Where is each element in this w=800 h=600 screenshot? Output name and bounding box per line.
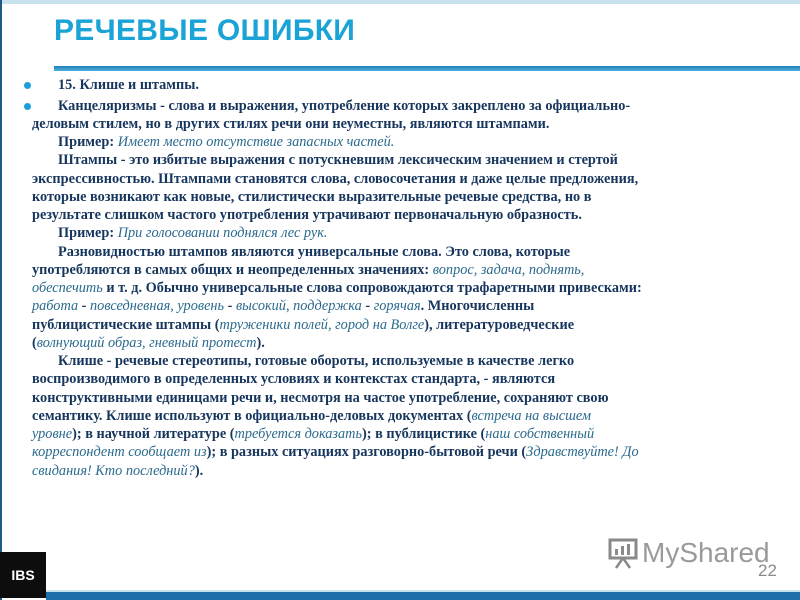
text-span: ).: [194, 463, 204, 479]
myshared-watermark: [608, 536, 770, 570]
example-text: корреспондент сообщает из: [32, 444, 207, 460]
text-line: [58, 133, 394, 151]
example-text: Имеет место отсутствие запасных частей.: [117, 134, 395, 150]
text-line: [58, 224, 327, 242]
example-text: повседневная, уровень: [90, 298, 225, 314]
text-line: Разновидностью штампов являются универсальные слова. Это слова, которые: [58, 244, 571, 260]
title-divider: [54, 66, 800, 71]
text-line: [32, 443, 639, 461]
text-line: деловым стилем, но в других стилях речи они неуместны, являются штампами.: [32, 116, 550, 132]
example-text: встреча на высшем: [471, 408, 592, 424]
bullet-icon: [24, 103, 31, 110]
text-line: которые возникают как новые, стилистически выразительные речевые средства, но в: [32, 189, 592, 205]
text-span: (: [32, 335, 37, 351]
example-text: труженики полей, город на Волге: [219, 317, 425, 333]
example-text: При голосовании поднялся лес рук.: [117, 225, 328, 241]
text-line: [32, 425, 594, 443]
text-line: Канцеляризмы - слова и выражения, употребление которых закреплено за официально-: [58, 98, 631, 114]
top-bar: [0, 0, 800, 4]
example-text: вопрос, задача, поднять,: [432, 262, 585, 278]
text-span: публицистические штампы (: [32, 317, 220, 333]
bottom-bar: [46, 592, 800, 600]
text-line: [32, 316, 574, 334]
example-text: наш собственный: [485, 426, 595, 442]
text-line: Клише - речевые стереотипы, готовые обороты, используемые в качестве легко: [58, 353, 575, 369]
text-span: Пример:: [58, 134, 118, 150]
text-span: -: [224, 298, 236, 314]
example-text: работа: [32, 298, 79, 314]
example-text: высокий, поддержка: [235, 298, 362, 314]
example-text: волнующий образ, гневный протест: [36, 335, 257, 351]
example-text: обеспечить: [32, 280, 103, 296]
text-line: результате слишком частого употребления утрачивают первоначальную образность.: [32, 207, 582, 223]
left-border: [0, 0, 2, 600]
ibs-logo: IBS: [0, 552, 46, 598]
text-line: [32, 462, 203, 480]
text-line: Штампы - это избитые выражения с потускневшим лексическим значением и стертой: [58, 152, 618, 168]
text-span: . Многочисленны: [420, 298, 535, 314]
example-text: требуется доказать: [234, 426, 362, 442]
presentation-board-icon: [608, 537, 638, 569]
text-span: ); в разных ситуациях разговорно-бытовой речи (: [206, 444, 527, 460]
text-line: [32, 334, 265, 352]
text-line: экспрессивностью. Штампами становятся слова, словосочетания и даже целые предложения,: [32, 171, 639, 187]
text-span: употребляются в самых общих и неопределенных значениях:: [32, 262, 433, 278]
page-number: 22: [758, 561, 777, 580]
text-span: ), литературоведческие: [424, 317, 575, 333]
text-line: [32, 297, 534, 315]
text-span: семантику. Клише используют в официально-деловых документах (: [32, 408, 472, 424]
example-text: горячая: [373, 298, 421, 314]
example-text: Здравствуйте! До: [526, 444, 639, 460]
example-text: уровне: [32, 426, 73, 442]
text-span: ); в научной литературе (: [72, 426, 235, 442]
text-line: [32, 261, 584, 279]
example-text: свидания! Кто последний?: [32, 463, 195, 479]
bullet-icon: [24, 82, 31, 89]
text-span: и т. д. Обычно универсальные слова сопровождаются трафаретными привесками:: [102, 280, 642, 296]
text-line: [32, 279, 642, 297]
text-span: -: [361, 298, 374, 314]
text-span: Пример:: [58, 225, 118, 241]
text-span: ); в публицистике (: [362, 426, 486, 442]
text-line: 15. Клише и штампы.: [58, 77, 200, 93]
text-span: ).: [256, 335, 265, 351]
watermark-text: MyShared: [642, 537, 770, 568]
slide-title: РЕЧЕВЫЕ ОШИБКИ: [54, 14, 356, 47]
text-line: [32, 407, 591, 425]
text-line: воспроизводимого в определенных условиях и контекстах стандарта, - являются: [32, 371, 556, 387]
text-line: конструктивными единицами речи и, несмотря на частое употребление, сохраняют свою: [32, 390, 609, 406]
text-span: -: [78, 298, 91, 314]
